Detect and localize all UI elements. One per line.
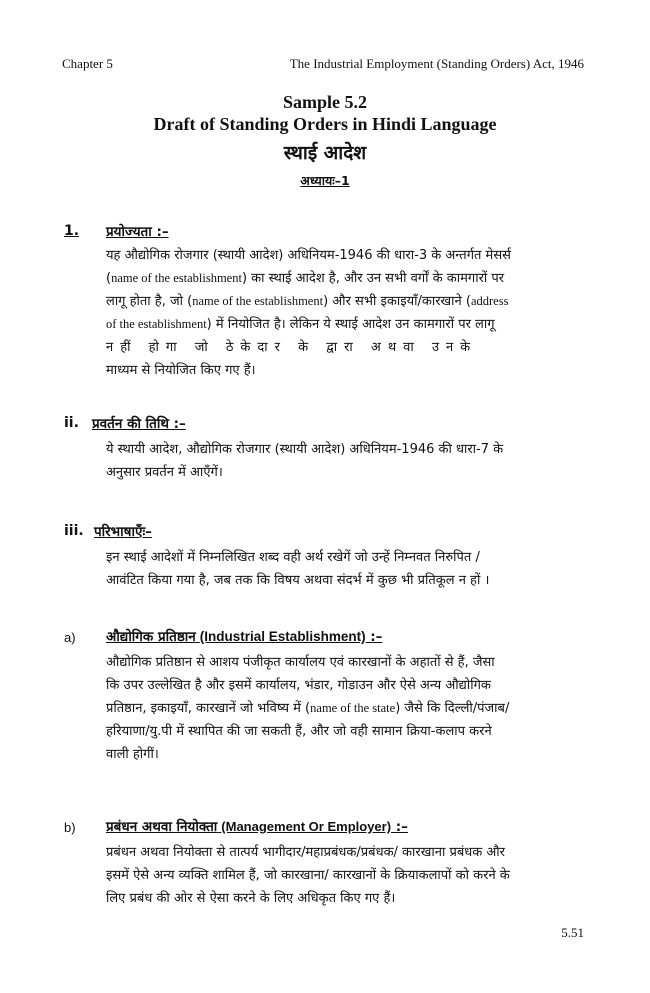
line: कि उपर उल्लेखित है और इसमें कार्यालय, भंडार, गोडाउन और ऐसे अन्य औद्योगिक — [106, 678, 491, 693]
section-2-body — [106, 438, 584, 484]
chapter-subtitle: अध्यायः–1 — [300, 173, 350, 188]
line: आवंटित किया गया है, जब तक कि विषय अथवा संदर्भ में कुछ भी प्रतिकूल न हों । — [106, 573, 490, 588]
line: प्रबंधन अथवा नियोक्ता से तात्पर्य भागीदार/महाप्रबंधक/प्रबंधक/ कारखाना प्रबंधक और — [106, 845, 505, 860]
line: लागू होता है, जो (name of the establishment) और सभी इकाइयाँ/कारखाने (address — [106, 294, 509, 309]
section-number: 1. — [64, 223, 80, 239]
line: औद्योगिक प्रतिष्ठान से आशय पंजीकृत कार्यालय एवं कारखानों के अहातों से हैं, जैसा — [106, 655, 495, 670]
line: इसमें ऐसे अन्य व्यक्ति शामिल हैं, जो कारखाना/ कारखानों के क्रियाकलापों को करने के — [106, 868, 510, 883]
line: of the establishment) में नियोजित है। लेकिन ये स्थाई आदेश उन कामगारों पर लागू — [106, 317, 495, 332]
subsection-letter: b) — [64, 820, 76, 835]
section-number: ii. — [64, 415, 79, 431]
line: (name of the establishment) का स्थाई आदेश है, और उन सभी वर्गों के कामगारों पर — [106, 271, 505, 286]
line: यह औद्योगिक रोजगार (स्थायी आदेश) अधिनियम-1946 की धारा-3 के अन्तर्गत मेसर्स — [106, 248, 511, 263]
line: हरियाणा/यु.पी में स्थापित की जा सकती हैं, और जो वही सामान क्रिया-कलाप करने — [106, 724, 492, 739]
chapter-label: Chapter 5 — [62, 56, 113, 71]
draft-title: Draft of Standing Orders in Hindi Language — [153, 114, 497, 134]
line: इन स्थाई आदेशों में निम्नलिखित शब्द वही अर्थ रखेगें जो उन्हें निम्नवत निरुपित / — [106, 550, 480, 565]
subsection-letter: a) — [64, 630, 76, 645]
line: अनुसार प्रवर्तन में आएँगें। — [106, 465, 223, 480]
section-3-body — [106, 546, 584, 592]
section-b-body — [106, 841, 584, 910]
line: लिए प्रबंध की ओर से ऐसा करने के लिए अधिकृत किए गए हैं। — [106, 891, 396, 906]
line: नहीं होगा जो ठेकेदार के द्वारा अथवा उनके — [106, 340, 478, 355]
section-a-body — [106, 651, 584, 766]
act-title-header: The Industrial Employment (Standing Orders) Act, 1946 — [289, 56, 584, 71]
page-number: 5.51 — [561, 925, 584, 940]
subsection-heading: औद्योगिक प्रतिष्ठान (Industrial Establishment) :– — [106, 629, 383, 645]
section-heading: परिभाषाएँः– — [94, 524, 152, 540]
section-heading: प्रयोज्यता :– — [106, 224, 169, 240]
line: माध्यम से नियोजित किए गए हैं। — [106, 363, 256, 378]
section-number: iii. — [64, 523, 84, 539]
line: वाली होगीं। — [106, 747, 159, 762]
line: ये स्थायी आदेश, औद्योगिक रोजगार (स्थायी आदेश) अधिनियम-1946 की धारा-7 के — [106, 442, 504, 457]
hindi-title: स्थाई आदेश — [283, 142, 367, 164]
section-1-body — [106, 244, 584, 382]
subsection-heading: प्रबंधन अथवा नियोक्ता (Management Or Employer) :– — [106, 819, 408, 835]
section-heading: प्रवर्तन की तिथि :– — [92, 416, 186, 432]
line: प्रतिष्ठान, इकाइयाँ, कारखानें जो भविष्य में (name of the state) जैसे कि दिल्ली/पंजाब/ — [106, 701, 510, 716]
sample-title: Sample 5.2 — [282, 92, 367, 112]
